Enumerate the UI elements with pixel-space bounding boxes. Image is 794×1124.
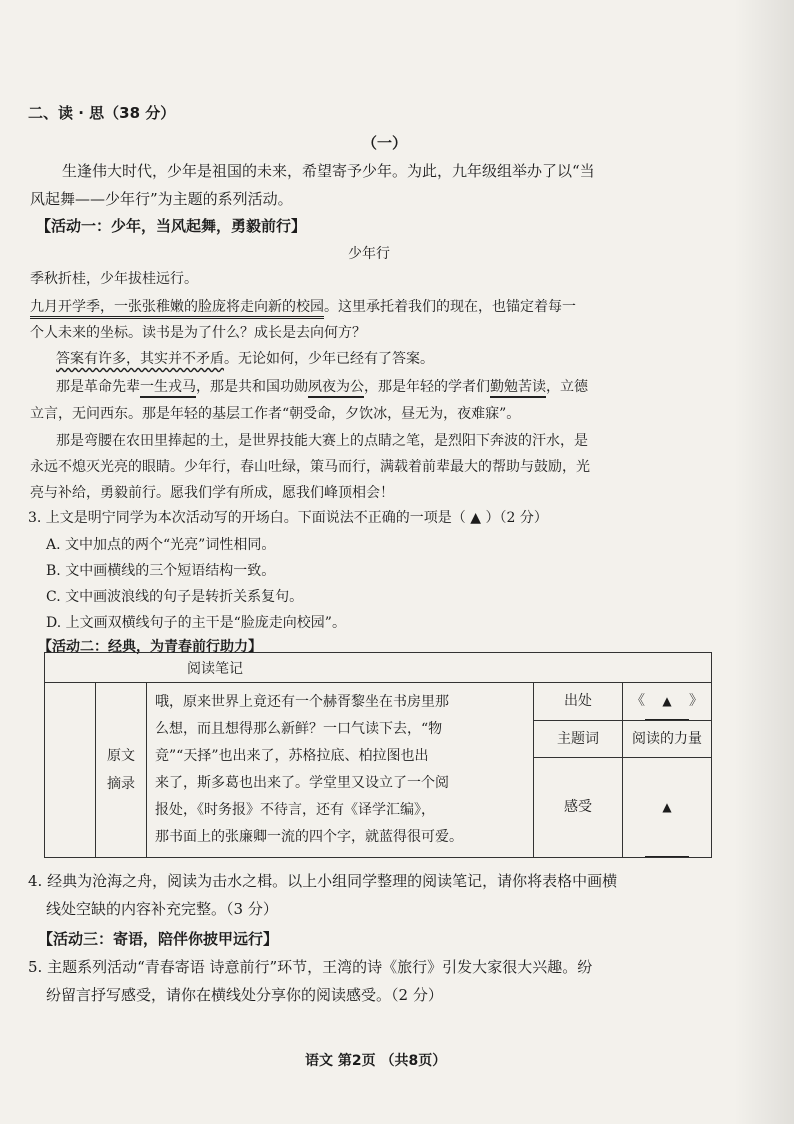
subsection-number: （一） xyxy=(362,134,408,152)
feeling-row xyxy=(534,758,712,858)
essay-p3 xyxy=(56,348,434,368)
essay-p2-line-2: 个人未来的坐标。读书是为了什么？成长是去向何方？ xyxy=(30,325,366,341)
activity-1-heading: 【活动一：少年，当风起舞，勇毅前行】 xyxy=(36,217,307,235)
question-3-stem: 3. 上文是明宁同学为本次活动写的开场白。下面说法不正确的一项是（ ▲ ）（2 分） xyxy=(28,510,548,526)
section-heading: 二、读 · 思（38 分） xyxy=(28,104,176,122)
p4-text-g: ，立德 xyxy=(546,379,588,395)
page-edge-shadow xyxy=(734,0,794,1124)
excerpt-label-1: 原文 xyxy=(107,748,135,764)
question-3-option-d: D. 上文画双横线句子的主干是“脸庞走向校园”。 xyxy=(46,615,346,631)
excerpt-line: 哦，原来世界上竟还有一个赫胥黎坐在书房里那 xyxy=(155,694,449,710)
source-answer xyxy=(623,683,711,720)
excerpt-line: 报处，《时务报》不待言，还有《译学汇编》， xyxy=(155,802,435,818)
essay-p1: 季秋折桂，少年拔桂远行。 xyxy=(30,271,198,287)
page-footer: 语文 第2页 （共8页） xyxy=(305,1053,447,1069)
p4-text-c: ，那是共和国功勋 xyxy=(196,379,308,395)
theme-label: 主题词 xyxy=(534,721,623,757)
question-4-line-2: 线处空缺的内容补充完整。（3 分） xyxy=(46,900,278,918)
intro-line-2: 风起舞——少年行”为主题的系列活动。 xyxy=(30,190,293,208)
book-mark-right: 》 xyxy=(689,693,703,709)
wavy-underlined-sentence: 答案有许多，其实并不矛盾 xyxy=(56,351,224,367)
excerpt-label-cell xyxy=(96,683,147,858)
theme-value: 阅读的力量 xyxy=(632,731,702,747)
underlined-phrase-2: 夙夜为公 xyxy=(308,379,364,398)
blank-cell xyxy=(45,683,96,858)
book-mark-left: 《 xyxy=(631,693,645,709)
essay-p4-line-1 xyxy=(56,376,588,396)
excerpt-line: 么想，而且想得那么新鲜？一口气读下去，“物 xyxy=(155,721,443,737)
activity-3-heading: 【活动三：寄语，陪伴你披甲远行】 xyxy=(38,930,279,948)
essay-p3-rest: 。无论如何，少年已经有了答案。 xyxy=(224,351,434,367)
source-row xyxy=(534,683,712,721)
question-5-line-1: 5. 主题系列活动“青春寄语 诗意前行”环节，王湾的诗《旅行》引发大家很大兴趣。纷 xyxy=(28,958,593,976)
excerpt-line: 竞”“天择”也出来了，苏格拉底、柏拉图也出 xyxy=(155,748,429,764)
feeling-label: 感受 xyxy=(534,758,623,857)
feeling-answer xyxy=(623,758,711,857)
excerpt-label-2: 摘录 xyxy=(107,776,135,792)
essay-p5-line-2: 永远不熄灭光亮的眼睛。少年行，春山吐绿，策马而行，满载着前辈最大的帮助与鼓励，光 xyxy=(30,459,590,475)
question-3-option-a: A. 文中加点的两个“光亮”词性相同。 xyxy=(46,537,276,553)
question-3-option-c: C. 文中画波浪线的句子是转折关系复句。 xyxy=(46,589,304,605)
activity-2-heading: 【活动二：经典，为青春前行助力】 xyxy=(38,639,262,655)
question-4-line-1: 4. 经典为沧海之舟，阅读为击水之楫。以上小组同学整理的阅读笔记，请你将表格中画横 xyxy=(28,872,618,890)
underlined-phrase-3: 勤勉苦读 xyxy=(490,379,546,398)
excerpt-line: 那书面上的张廉卿一流的四个字，就蓝得很可爱。 xyxy=(155,829,463,845)
essay-p2-line-1 xyxy=(30,296,576,316)
p4-text-e: ，那是年轻的学者们 xyxy=(364,379,490,395)
question-5-line-2: 纷留言抒写感受，请你在横线处分享你的阅读感受。（2 分） xyxy=(46,986,443,1004)
source-blank: ▲ xyxy=(645,683,689,720)
underlined-phrase-1: 一生戎马 xyxy=(140,379,196,398)
theme-row xyxy=(534,721,712,758)
excerpt-cell xyxy=(147,683,534,858)
p4-text-a: 那是革命先辈 xyxy=(56,379,140,395)
intro-line-1: 生逢伟大时代，少年是祖国的未来，希望寄予少年。为此，九年级组举办了以“当 xyxy=(62,162,595,180)
reading-notes-table xyxy=(44,652,712,858)
double-underlined-sentence: 九月开学季，一张张稚嫩的脸庞将走向新的校园 xyxy=(30,299,324,319)
essay-p4-line-2: 立言，无问西东。那是年轻的基层工作者“朝受命，夕饮冰，昼无为，夜难寐”。 xyxy=(30,406,521,422)
feeling-blank: ▲ xyxy=(645,758,689,857)
essay-p5-line-1: 那是弯腰在农田里捧起的土，是世界技能大赛上的点睛之笔，是烈阳下奔波的汗水，是 xyxy=(56,433,588,449)
essay-title: 少年行 xyxy=(348,246,390,262)
excerpt-line: 来了，斯多葛也出来了。学堂里又设立了一个阅 xyxy=(155,775,449,791)
source-label: 出处 xyxy=(534,683,623,720)
table-header: 阅读笔记 xyxy=(45,653,712,683)
question-3-option-b: B. 文中画横线的三个短语结构一致。 xyxy=(46,563,276,579)
essay-p2-rest: 。这里承托着我们的现在，也锚定着每一 xyxy=(324,299,576,315)
essay-p5-line-3: 亮与补给，勇毅前行。愿我们学有所成，愿我们峰顶相会！ xyxy=(30,485,394,501)
